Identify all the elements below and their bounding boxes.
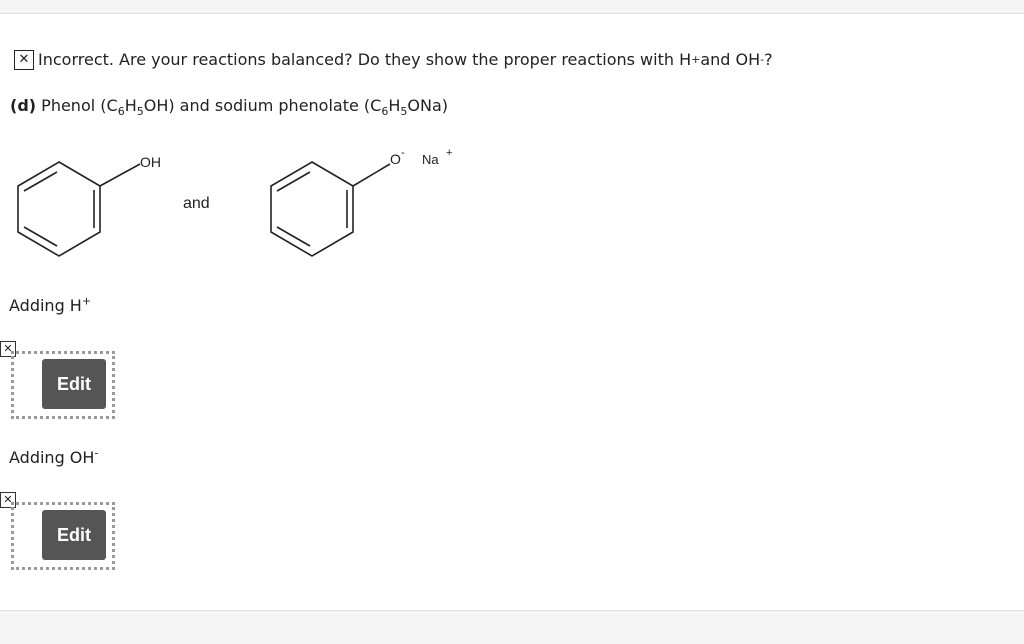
phenolate-o-charge: - [401, 147, 405, 159]
adding-oh-text: Adding OH [9, 448, 95, 467]
phenol-oh-label: OH [140, 154, 161, 170]
question-text: Phenol $(C_6H_5OH)$ and sodium phenolate $(C_6H_5ONa)$ [41, 96, 448, 119]
incorrect-icon: ✕ [0, 341, 16, 357]
and-text: and [183, 195, 210, 212]
edit-button-oh[interactable]: Edit [42, 510, 106, 560]
incorrect-icon: ✕ [0, 492, 16, 508]
feedback-text-end: ? [764, 50, 773, 69]
adding-h-charge: + [81, 294, 92, 308]
adding-h-label [9, 296, 91, 315]
incorrect-icon: ✕ [14, 50, 34, 70]
phenol-structure [10, 140, 180, 270]
phenolate-o-label: O [390, 151, 401, 167]
feedback-text-middle: and OH [700, 50, 761, 69]
feedback-text: Incorrect. Are your reactions balanced? Do they show the proper reactions with H [38, 50, 692, 69]
answer-box-oh [11, 502, 115, 570]
question-line [10, 96, 448, 119]
phenolate-na-label: Na [422, 152, 439, 167]
adding-h-text: Adding H [9, 296, 82, 315]
answer-box-h [11, 351, 115, 419]
adding-oh-label [9, 448, 98, 467]
sodium-phenolate-structure [264, 140, 474, 270]
question-letter: (d) [10, 96, 37, 115]
phenolate-na-charge: + [446, 147, 453, 159]
edit-button-h[interactable]: Edit [42, 359, 106, 409]
feedback-message: ✕ Incorrect. Are your reactions balanced? Do they show the proper reactions with H + and OH - ? [14, 48, 773, 72]
adding-oh-charge: - [94, 446, 99, 460]
